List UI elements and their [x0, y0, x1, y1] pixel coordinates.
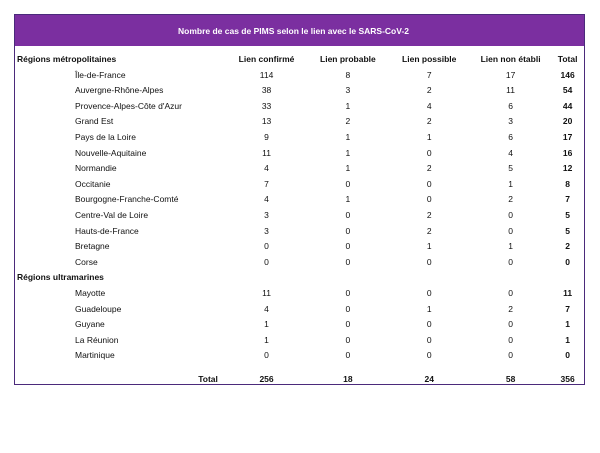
cell-confirme: 13	[261, 116, 272, 127]
cell-confirme: 0	[264, 241, 269, 252]
cell-probable: 1	[345, 100, 351, 111]
cell-non-etabli: 1	[508, 178, 513, 189]
cell-total: 20	[562, 116, 573, 127]
cell-non-etabli: 4	[508, 147, 513, 158]
cell-non-etabli: 0	[508, 256, 513, 267]
table-row	[15, 177, 584, 193]
section-row	[15, 270, 584, 286]
cell-possible: 1	[426, 131, 432, 142]
cell-non-etabli: 0	[508, 350, 513, 361]
cell-confirme: 9	[264, 131, 269, 142]
cell-non-etabli: 6	[508, 131, 513, 142]
cell-probable: 0	[345, 303, 351, 314]
cell-possible: 0	[426, 256, 432, 267]
cell-possible: 7	[426, 69, 432, 80]
cell-confirme: 3	[264, 225, 269, 236]
cell-confirme: 0	[264, 350, 269, 361]
region-name: Grand Est	[75, 116, 114, 127]
cell-total: 5	[565, 209, 571, 220]
cell-probable: 1	[345, 194, 351, 205]
region-name: Provence-Alpes-Côte d'Azur	[75, 100, 182, 111]
cell-possible: 2	[426, 116, 432, 127]
header-confirme: Lien confirmé	[238, 54, 295, 64]
cell-possible: 4	[426, 100, 432, 111]
cell-possible: 0	[426, 350, 432, 361]
region-name: Guadeloupe	[75, 303, 122, 314]
cell-non-etabli: 0	[508, 319, 513, 330]
cell-probable: 0	[345, 287, 351, 298]
cell-total: 12	[562, 163, 573, 174]
cell-probable: 0	[345, 178, 351, 189]
cell-confirme: 114	[259, 69, 274, 80]
cell-possible: 0	[426, 194, 432, 205]
cell-non-etabli: 5	[508, 163, 513, 174]
cell-non-etabli: 6	[508, 100, 513, 111]
cell-total: 0	[565, 350, 571, 361]
header-probable: Lien probable	[320, 54, 376, 64]
region-name: La Réunion	[75, 334, 119, 345]
cell-probable: 8	[345, 69, 351, 80]
table-row	[15, 83, 584, 99]
total-total: 356	[560, 373, 575, 384]
cell-probable: 0	[345, 241, 351, 252]
cell-non-etabli: 2	[508, 303, 513, 314]
cell-non-etabli: 0	[508, 225, 513, 236]
cell-possible: 2	[426, 163, 432, 174]
cell-total: 146	[560, 69, 575, 80]
total-probable: 18	[343, 373, 353, 384]
cell-confirme: 3	[264, 209, 269, 220]
cell-confirme: 7	[264, 178, 269, 189]
cell-possible: 1	[426, 241, 432, 252]
cell-total: 1	[565, 334, 571, 345]
cell-total: 1	[565, 319, 571, 330]
header-non-etabli: Lien non établi	[480, 54, 541, 64]
cell-confirme: 4	[264, 163, 269, 174]
cell-confirme: 1	[264, 334, 269, 345]
total-non-etabli: 58	[505, 373, 516, 384]
cell-possible: 0	[426, 287, 432, 298]
table-row	[15, 208, 584, 224]
cell-possible: 2	[426, 225, 432, 236]
header-total: Total	[557, 54, 578, 64]
cell-probable: 1	[345, 147, 351, 158]
table-row	[15, 146, 584, 162]
total-label: Total	[198, 373, 218, 384]
table-row	[15, 130, 584, 146]
table-frame	[14, 14, 585, 385]
table-row	[15, 161, 584, 177]
table-row	[15, 302, 584, 318]
cell-non-etabli: 17	[505, 69, 516, 80]
cell-total: 7	[565, 194, 571, 205]
pims-table	[15, 52, 584, 387]
region-name: Normandie	[75, 163, 117, 174]
region-name: Pays de la Loire	[75, 131, 136, 142]
cell-possible: 0	[426, 334, 432, 345]
cell-confirme: 11	[262, 287, 271, 298]
cell-total: 5	[565, 225, 571, 236]
cell-non-etabli: 11	[506, 85, 515, 96]
total-possible: 24	[424, 373, 434, 384]
table-row	[15, 192, 584, 208]
cell-possible: 2	[426, 85, 432, 96]
cell-non-etabli: 0	[508, 209, 513, 220]
section-label-overseas: Régions ultramarines	[17, 272, 104, 283]
header-region: Régions métropolitaines	[17, 54, 117, 64]
table-row	[15, 286, 584, 302]
cell-total: 7	[565, 303, 571, 314]
cell-total: 11	[563, 287, 573, 298]
region-name: Martinique	[75, 350, 115, 361]
cell-probable: 0	[345, 334, 351, 345]
table-row	[15, 224, 584, 240]
header-row	[15, 52, 584, 68]
table-row	[15, 348, 584, 364]
cell-total: 8	[565, 178, 571, 189]
region-name: Centre-Val de Loire	[75, 209, 149, 220]
cell-probable: 0	[345, 319, 351, 330]
table-title-banner	[15, 15, 584, 46]
table-row	[15, 114, 584, 130]
table-row	[15, 239, 584, 255]
total-confirme: 256	[259, 373, 274, 384]
cell-non-etabli: 0	[508, 334, 513, 345]
cell-possible: 2	[426, 209, 432, 220]
cell-probable: 0	[345, 209, 351, 220]
table-row	[15, 68, 584, 84]
cell-confirme: 0	[264, 256, 269, 267]
table-row	[15, 317, 584, 333]
cell-confirme: 4	[264, 303, 269, 314]
region-name: Guyane	[75, 319, 105, 330]
cell-possible: 1	[426, 303, 432, 314]
cell-total: 44	[562, 100, 573, 111]
region-name: Mayotte	[75, 287, 106, 298]
region-name: Nouvelle-Aquitaine	[75, 147, 147, 158]
cell-probable: 1	[345, 163, 351, 174]
table-row	[15, 333, 584, 349]
cell-total: 0	[565, 256, 571, 267]
cell-confirme: 4	[264, 194, 269, 205]
region-name: Bourgogne-Franche-Comté	[75, 194, 179, 205]
region-name: Bretagne	[75, 241, 110, 252]
cell-non-etabli: 1	[508, 241, 513, 252]
cell-probable: 2	[345, 116, 351, 127]
cell-probable: 0	[345, 350, 351, 361]
cell-non-etabli: 3	[508, 116, 513, 127]
region-name: Hauts-de-France	[75, 225, 139, 236]
cell-total: 2	[565, 241, 571, 252]
table-row	[15, 99, 584, 115]
cell-confirme: 1	[264, 319, 269, 330]
cell-probable: 3	[345, 85, 351, 96]
cell-possible: 0	[426, 147, 432, 158]
table-body	[15, 68, 584, 388]
cell-confirme: 11	[262, 147, 271, 158]
header-possible: Lien possible	[402, 54, 457, 64]
cell-possible: 0	[426, 178, 432, 189]
region-name: Île-de-France	[75, 69, 126, 80]
cell-possible: 0	[426, 319, 432, 330]
cell-non-etabli: 0	[508, 287, 513, 298]
cell-total: 16	[562, 147, 573, 158]
cell-probable: 0	[345, 256, 351, 267]
cell-probable: 1	[345, 131, 351, 142]
table-row	[15, 255, 584, 271]
region-name: Occitanie	[75, 178, 111, 189]
cell-confirme: 33	[261, 100, 272, 111]
total-row	[15, 364, 584, 388]
cell-confirme: 38	[261, 85, 272, 96]
cell-probable: 0	[345, 225, 351, 236]
cell-total: 17	[562, 131, 573, 142]
region-name: Auvergne-Rhône-Alpes	[75, 85, 164, 96]
table-title: Nombre de cas de PIMS selon le lien avec le SARS-CoV-2	[178, 25, 409, 36]
cell-total: 54	[562, 85, 573, 96]
region-name: Corse	[75, 256, 98, 267]
cell-non-etabli: 2	[508, 194, 513, 205]
